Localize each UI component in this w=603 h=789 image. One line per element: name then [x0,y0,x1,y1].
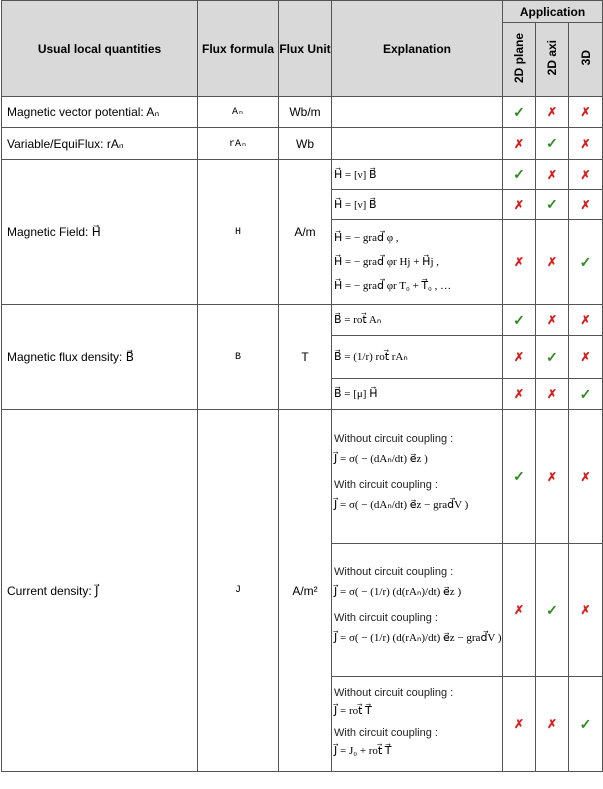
explanation-cell [332,336,503,379]
equation: J⃗ = σ( − (1/r) (d(rAₙ)/dt) e⃗z − grad⃗V ) [334,632,502,644]
equation: J⃗ = σ( − (1/r) (d(rAₙ)/dt) e⃗z ) [334,586,462,598]
check-icon: ✓ [569,379,603,410]
cross-icon: ✗ [536,379,569,410]
flux-formula-cell: B [198,305,279,410]
caption: With circuit coupling : [334,612,438,624]
cross-icon: ✗ [536,97,569,128]
equation: B⃗ = rot⃗ Aₙ [334,314,382,326]
explanation-cell [332,97,503,128]
equation: H⃗ = [ν] B⃗ [334,168,377,181]
caption: Without circuit coupling : [334,432,454,445]
table-row [2,128,603,160]
check-icon: ✓ [536,544,569,677]
equation: H⃗ = − grad⃗ φr T₀ + T⃗₀ , … [334,280,452,292]
quantity-cell: Variable/EquiFlux: rAₙ [2,128,198,160]
table-row [2,305,603,336]
flux-unit-cell: A/m [279,160,332,305]
explanation-cell [332,220,503,305]
explanation-cell [332,410,503,544]
cross-icon: ✗ [569,190,603,220]
flux-unit-cell: A/m² [279,410,332,772]
cross-icon: ✗ [569,544,603,677]
cross-icon: ✗ [569,128,603,160]
check-icon: ✓ [536,336,569,379]
check-icon: ✓ [503,305,536,336]
caption: Without circuit coupling : [334,566,454,578]
quantity-cell: Magnetic vector potential: Aₙ [2,97,198,128]
cross-icon: ✗ [503,190,536,220]
explanation-cell [332,160,503,190]
explanation-cell [332,305,503,336]
check-icon: ✓ [503,160,536,190]
equation: B⃗ = (1/r) rot⃗ rAₙ [334,351,408,363]
header-3d: 3D [569,23,603,97]
cross-icon: ✗ [503,128,536,160]
equation: J⃗ = J₀ + rot⃗ T⃗ [334,745,392,757]
quantity-cell: Magnetic Field: H⃗ [2,160,198,305]
check-icon: ✓ [569,220,603,305]
cross-icon: ✗ [569,410,603,544]
equation: J⃗ = rot⃗ T⃗ [334,705,372,717]
cross-icon: ✗ [503,220,536,305]
check-icon: ✓ [569,677,603,772]
cross-icon: ✗ [536,677,569,772]
flux-formula-cell: J [198,410,279,772]
explanation-cell [332,544,503,677]
equation: J⃗ = σ( − (dAₙ/dt) e⃗z ) [334,452,428,465]
cross-icon: ✗ [536,160,569,190]
quantities-table [1,0,603,772]
cross-icon: ✗ [503,677,536,772]
explanation-cell [332,190,503,220]
caption: With circuit coupling : [334,727,438,739]
flux-unit-cell: Wb/m [279,97,332,128]
cross-icon: ✗ [569,160,603,190]
flux-formula-cell: H [198,160,279,305]
table-row [2,97,603,128]
caption: With circuit coupling : [334,478,438,491]
cross-icon: ✗ [536,410,569,544]
header-2d-plane: 2D plane [503,23,536,97]
cross-icon: ✗ [569,305,603,336]
equation: J⃗ = σ( − (dAₙ/dt) e⃗z − grad⃗V ) [334,498,469,511]
cross-icon: ✗ [536,220,569,305]
quantity-cell: Current density: J⃗ [2,410,198,772]
equation: H⃗ = − grad⃗ φr Hj + H⃗j , [334,256,439,268]
cross-icon: ✗ [569,97,603,128]
explanation-cell [332,128,503,160]
header-2d-axi: 2D axi [536,23,569,97]
cross-icon: ✗ [503,544,536,677]
cross-icon: ✗ [569,336,603,379]
check-icon: ✓ [536,128,569,160]
flux-formula-cell: Aₙ [198,97,279,128]
flux-unit-cell: T [279,305,332,410]
cross-icon: ✗ [503,379,536,410]
equation: H⃗ = [ν] B⃗ [334,198,377,211]
explanation-cell [332,379,503,410]
caption: Without circuit coupling : [334,687,454,699]
table-row [2,410,603,544]
quantity-cell: Magnetic flux density: B⃗ [2,305,198,410]
check-icon: ✓ [503,410,536,544]
flux-unit-cell: Wb [279,128,332,160]
table-row [2,160,603,190]
cross-icon: ✗ [503,336,536,379]
header-usual-local-quantities: Usual local quantities [2,1,198,97]
header-application: Application [503,1,603,23]
check-icon: ✓ [536,190,569,220]
header-flux-formula: Flux formula [198,1,279,97]
equation: B⃗ = [μ] H⃗ [334,388,378,400]
check-icon: ✓ [503,97,536,128]
header-flux-unit: Flux Unit [279,1,332,97]
equation: H⃗ = − grad⃗ φ , [334,232,399,244]
cross-icon: ✗ [536,305,569,336]
header-explanation: Explanation [332,1,503,97]
explanation-cell [332,677,503,772]
flux-formula-cell: rAₙ [198,128,279,160]
